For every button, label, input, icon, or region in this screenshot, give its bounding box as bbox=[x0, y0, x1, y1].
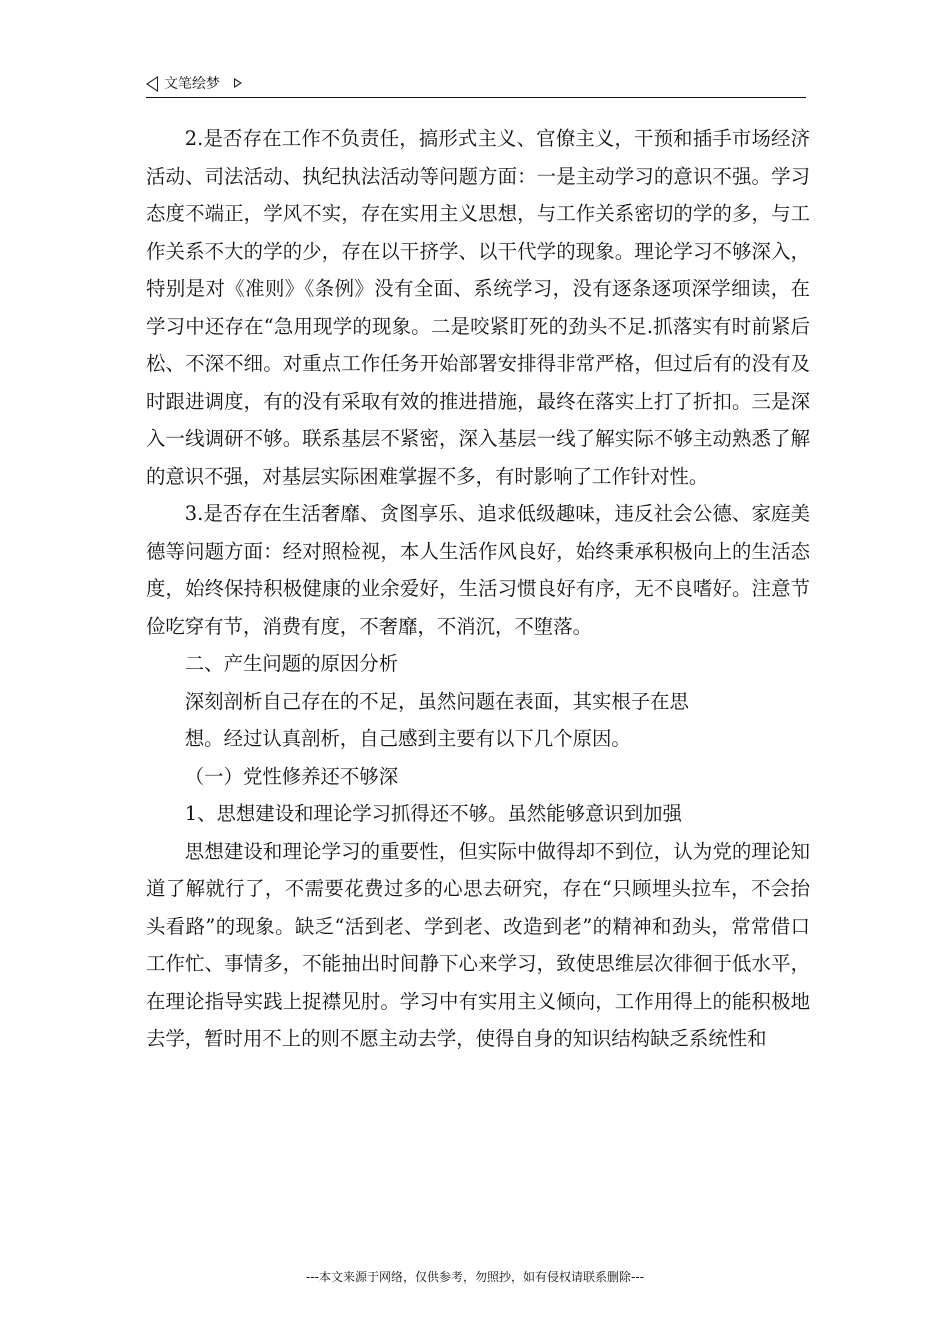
paragraph-analysis-line1: 深刻剖析自己存在的不足，虽然问题在表面，其实根子在思 bbox=[184, 689, 689, 713]
page-footer: ---本文来源于网络，仅供参考，勿照抄，如有侵权请联系删除--- bbox=[306, 1270, 644, 1284]
paragraph-item-2: 2.是否存在工作不负责任，搞形式主义、官僚主义，干预和插手市场经济活动、司法活动、执纪执法活动等问题方面：一是主动学习的意识不强。学习态度不端正，学风不实，存在实用主义思想，与工作关系密切的学的多，与工作关系不大的学的少，存在以干挤学、以干代学的现象。理论学习不够深入，特别是对《准则》《条例》没有全面、系统学习，没有逐条逐项深学细读，在学习中还存在“急用现学的现象。二是咬紧盯死的劲头不足.抓落实有时前紧后松、不深不细。对重点工作任务开始部署安排得非常严格，但过后有的没有及时跟进调度，有的没有采取有效的推进措施，最终在落实上打了折扣。三是深入一线调研不够。联系基层不紧密，深入基层一线了解实际不够主动熟悉了解的意识不强，对基层实际困难掌握不多，有时影响了工作针对性。 bbox=[146, 127, 810, 488]
page-header bbox=[146, 74, 806, 96]
paragraph-item-3: 3.是否存在生活奢靡、贪图享乐、追求低级趣味，违反社会公德、家庭美德等问题方面：经对照检视，本人生活作风良好，始终秉承积极向上的生活态度，始终保持积极健康的业余爱好，生活习惯良好有序，无不良嗜好。注意节俭吃穿有节，消费有度，不奢靡，不消沉，不堕落。 bbox=[146, 502, 810, 638]
paragraph-point-1-body: 思想建设和理论学习的重要性，但实际中做得却不到位，认为党的理论知道了解就行了，不需要花费过多的心思去研究，存在“只顾埋头拉车，不会抬头看路”的现象。缺乏“活到老、学到老、改造到老”的精神和劲头，常常借口工作忙、事情多，不能抽出时间静下心来学习，致使思维层次徘徊于低水平，在理论指导实践上捉襟见肘。学习中有实用主义倾向，工作用得上的能积极地去学，暂时用不上的则不愿主动去学，使得自身的知识结构缺乏系统性和 bbox=[146, 839, 810, 1050]
right-triangle-outline-icon bbox=[234, 78, 242, 88]
section-heading: 二、产生问题的原因分析 bbox=[184, 652, 399, 675]
header-divider bbox=[146, 97, 806, 98]
header-title: 文笔绘梦 bbox=[164, 76, 220, 92]
left-triangle-outline-icon bbox=[146, 76, 158, 92]
paragraph-analysis-line2: 想。经过认真剖析，自己感到主要有以下几个原因。 bbox=[184, 727, 631, 750]
document-body bbox=[146, 120, 810, 1058]
subsection-heading: （一）党性修养还不够深 bbox=[184, 764, 399, 788]
paragraph-point-1-line1: 1、思想建设和理论学习抓得还不够。虽然能够意识到加强 bbox=[184, 802, 682, 825]
